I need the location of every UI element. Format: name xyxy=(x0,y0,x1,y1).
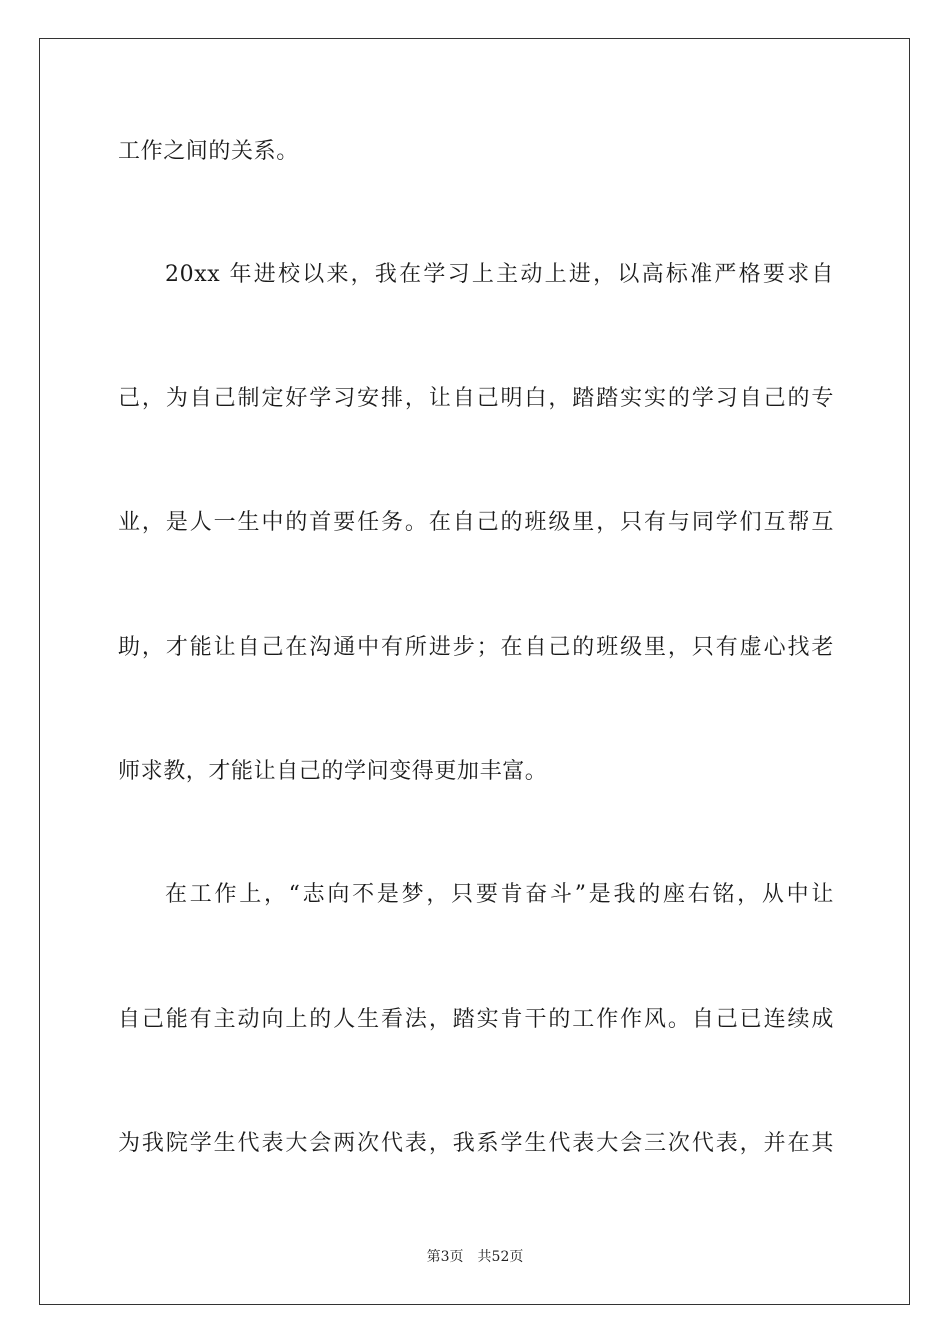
text-line-3: 己，为自己制定好学习安排，让自己明白，踏踏实实的学习自己的专 xyxy=(118,386,834,411)
text-line-5: 助，才能让自己在沟通中有所进步；在自己的班级里，只有虚心找老 xyxy=(118,635,834,660)
text-line-8: 自己能有主动向上的人生看法，踏实肯干的工作作风。自己已连续成 xyxy=(118,1007,834,1032)
page-footer xyxy=(0,1247,950,1267)
page-number: 第3页 xyxy=(426,1249,464,1265)
text-line-9: 为我院学生代表大会两次代表，我系学生代表大会三次代表，并在其 xyxy=(118,1131,834,1156)
text-line-2: 20xx 年进校以来，我在学习上主动上进，以高标准严格要求自 xyxy=(165,262,834,287)
page-total: 共52页 xyxy=(477,1249,524,1265)
text-line-6: 师求教，才能让自己的学问变得更加丰富。 xyxy=(118,759,548,784)
text-line-4: 业，是人一生中的首要任务。在自己的班级里，只有与同学们互帮互 xyxy=(118,510,834,535)
text-line-1: 工作之间的关系。 xyxy=(118,139,299,164)
page-border xyxy=(39,38,910,1305)
text-line-7: 在工作上，“志向不是梦，只要肯奋斗”是我的座右铭，从中让 xyxy=(165,882,834,907)
